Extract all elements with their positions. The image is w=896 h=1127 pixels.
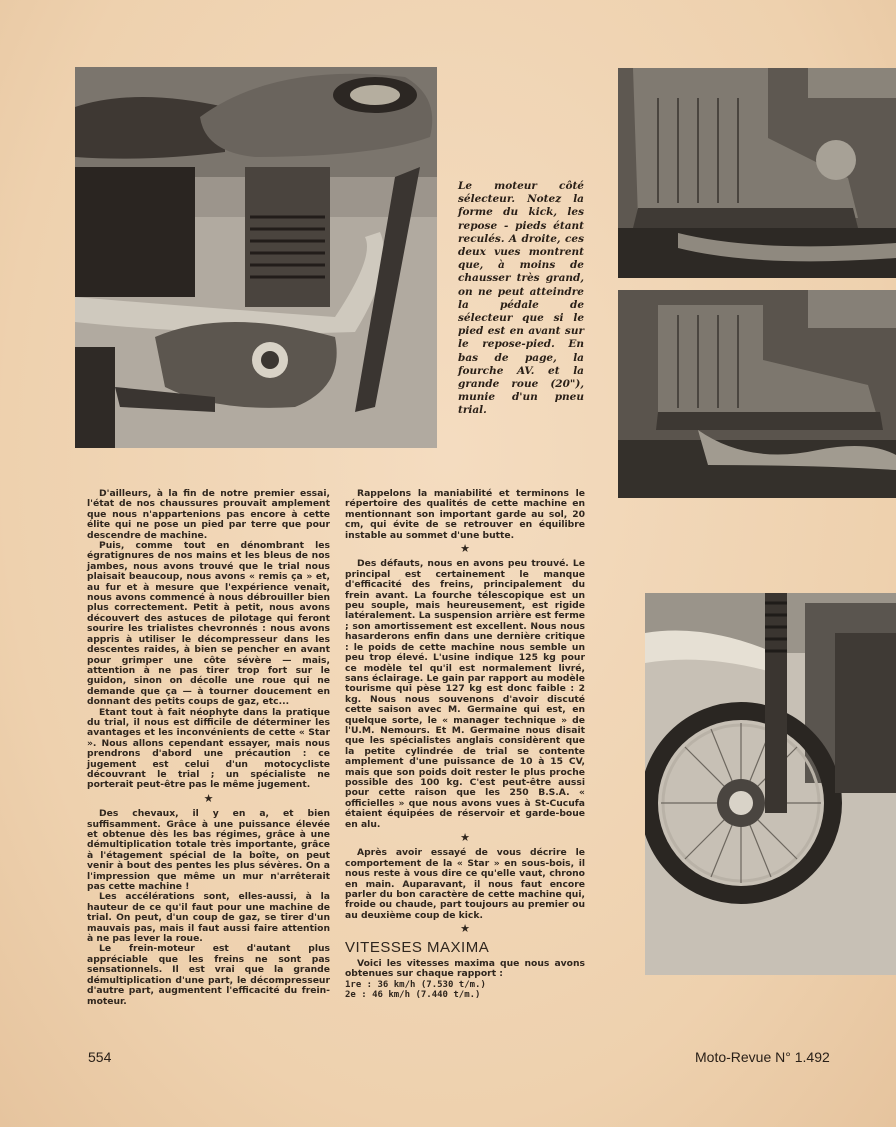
paragraph: Des défauts, nous en avons peu trouvé. Le principal est certainement le manque d'efficacité des freins, principalement du frein avant. La fourche télescopique est un peu souple, mais heureusement, est rigide latéralement. La suspension arrière est ferme ; son amortissement est excellent. Nous nous hasarderons enfin dans une dernière critique : le poids de cette machine nous semble un peu trop élevé. L'usine indique 125 kg pour ce modèle tel qu'il est normalement livré, sans éclairage. Le gain par rapport au modèle tourisme qui pèse 127 kg est donc faible : 2 kg. Nous nous souvenons d'avoir discuté cette saison avec M. Germaine qui est, en quelque sorte, le « manager technique » de l'U.M. Nemours. Et M. Germaine nous disait que les spécialistes anglais considèrent que la petite cylindrée de trial se contente amplement d'une puissance de 10 à 15 CV, mais que son poids doit rester le plus proche possible des 100 kg. C'est peut-être aussi pour cette raison que les 250 B.S.A. « officielles » que nous avons vues à St-Cucufa étaient équipées de réservoir et garde-boue en alu.	[345, 558, 585, 830]
article-column-1	[87, 489, 330, 1007]
photo-engine-selector-side	[75, 67, 437, 448]
paragraph: Le frein-moteur est d'autant plus appréciable que les freins ne sont pas sensationnels. Il est vrai que la grande démultiplication d'une part, le décompresseur d'autre part, augmentent l'efficacité du frein-moteur.	[87, 943, 330, 1007]
photo-front-fork-wheel	[645, 593, 896, 975]
page-number: 554	[88, 1049, 112, 1065]
paragraph: D'ailleurs, à la fin de notre premier essai, l'état de nos chaussures prouvait amplement que nous n'appartenions pas encore à cette élite qui ne pose un pied par terre que pour descendre de machine.	[87, 488, 330, 541]
article-column-2	[345, 489, 585, 1001]
photo-boot-footrest-2	[618, 290, 896, 498]
caption-text: Le moteur côté sélecteur. Notez la forme du kick, les repose - pieds étant reculés. A droite, ces deux vues montrent que, à moins de chausser très grand, on ne peut atteindre la pédale de sélecteur que si le pied est en avant sur le repose-pied. En bas de page, la fourche AV. et la grande roue (20"), munie d'un pneu trial.	[458, 180, 584, 417]
paragraph: Après avoir essayé de vous décrire le comportement de la « Star » en sous-bois, il nous reste à vous dire ce qu'elle vaut, chrono en main. Auparavant, il nous faut encore parler du bon caractère de cette machine qui, froide ou chaude, part toujours au premier ou au deuxième coup de kick.	[345, 847, 585, 921]
paragraph: Des chevaux, il y en a, et bien suffisamment. Grâce à une puissance élevée et obtenue dès les bas régimes, grâce à une démultiplication totale très importante, grâce à l'étagement spécial de la boîte, on peut venir à bout des pentes les plus sévères. On a l'impression que même un mur n'arrêterait pas cette machine !	[87, 808, 330, 893]
section-star: ★	[203, 791, 214, 805]
paragraph: Etant tout à fait néophyte dans la pratique du trial, il nous est difficile de déterminer les avantages et les inconvénients de cette « Star ». Nous allons cependant essayer, mais nous prendrons d'abord une précaution : ce jugement est celui d'un motocycliste découvrant le trial ; un spécialiste ne porterait peut-être pas le même jugement.	[87, 706, 330, 791]
photo-caption	[458, 180, 584, 418]
speed-line-1: 1re : 36 km/h (7.530 t/m.)	[345, 979, 486, 990]
speed-line-2: 2e : 46 km/h (7.440 t/m.)	[345, 990, 481, 1001]
paragraph: Voici les vitesses maxima que nous avons obtenues sur chaque rapport :	[345, 958, 585, 980]
photo-boot-footrest-1	[618, 68, 896, 278]
section-heading: VITESSES MAXIMA	[345, 938, 490, 956]
paragraph: Puis, comme tout en dénombrant les égratignures de nos mains et les bleus de nos jambes, nous avons trouvé que le trial nous plaisait beaucoup, nous avons « remis ça » et, au fur et à mesure que l'expérience venait, nous avons commencé à nous débrouiller bien plus correctement. Petit à petit, nous avons découvert des astuces de pilotage qui feront sourire les trialistes chevronnés : nous avons appris à utiliser le décompresseur dans les descentes raides, à bien se pencher en avant pour grimper une côte sévère — mais, attention à ne pas tirer trop fort sur le guidon, sinon on décolle une roue qui ne demande que ça — à tourner doucement en donnant des petits coups de gaz, etc...	[87, 540, 330, 708]
section-star: ★	[460, 542, 470, 556]
section-star: ★	[460, 922, 470, 936]
paragraph: Rappelons la maniabilité et terminons le répertoire des qualités de cette machine en mentionnant son important garde au sol, 20 cm, qui évite de se retrouver en équilibre instable au sommet d'une butte.	[345, 488, 585, 541]
issue-label: Moto-Revue N° 1.492	[695, 1049, 830, 1065]
paragraph: Les accélérations sont, elles-aussi, à la hauteur de ce qu'il faut pour une machine de trial. On peut, d'un coup de gaz, se tirer d'un mauvais pas, mais il faut aussi faire attention à ne pas lever la roue.	[87, 891, 330, 945]
section-star: ★	[460, 831, 470, 844]
